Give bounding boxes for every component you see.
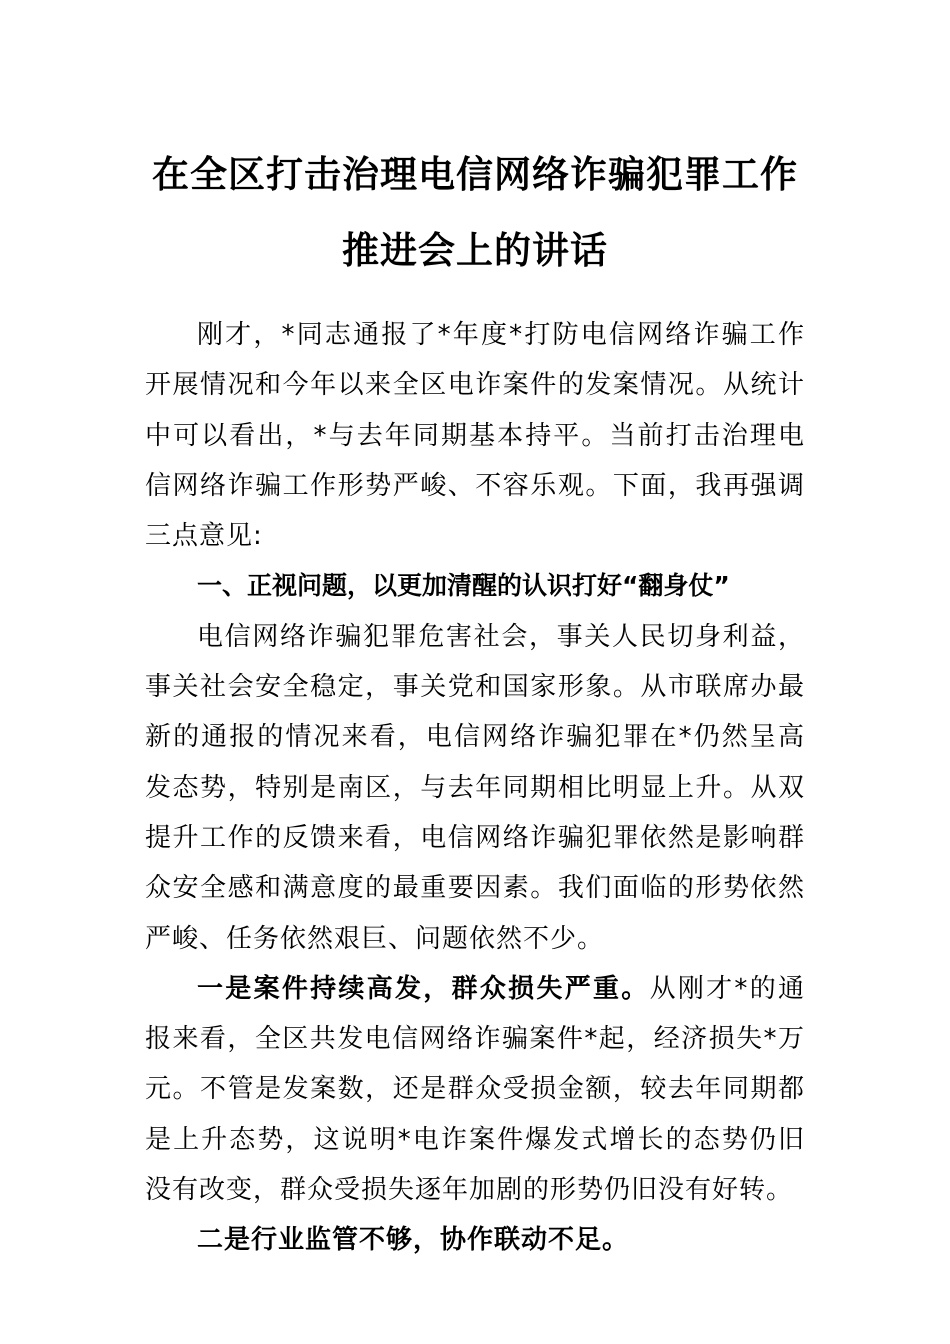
document-body [145,310,805,1266]
paragraph-intro: 刚才，*同志通报了*年度*打防电信网络诈骗工作开展情况和今年以来全区电诈案件的发案情况。从统计中可以看出，*与去年同期基本持平。当前打击治理电信网络诈骗工作形势严峻、不容乐观。下面，我再强调三点意见: [145,320,805,552]
point1-body: 从刚才*的通报来看，全区共发电信网络诈骗案件*起，经济损失*万元。不管是发案数，还是群众受损金额，较去年同期都是上升态势，这说明*电诈案件爆发式增长的态势仍旧没有改变，群众受损失逐年加剧的形势仍旧没有好转。 [145,973,805,1206]
section-heading-1: 一、正视问题，以更加清醒的认识打好“翻身仗” [197,571,730,601]
paragraph-point2 [145,1215,805,1265]
document-title-line1: 在全区打击治理电信网络诈骗犯罪工作 [152,152,798,196]
paragraph-section1: 电信网络诈骗犯罪危害社会，事关人民切身利益，事关社会安全稳定，事关党和国家形象。从市联席办最新的通报的情况来看，电信网络诈骗犯罪在*仍然呈高发态势，特别是南区，与去年同期相比明显上升。从双提升工作的反馈来看，电信网络诈骗犯罪依然是影响群众安全感和满意度的最重要因素。我们面临的形势依然严峻、任务依然艰巨、问题依然不少。 [145,621,805,954]
paragraph-point1 [145,964,805,1215]
point2-lead: 二是行业监管不够，协作联动不足。 [197,1225,630,1256]
point1-lead: 一是案件持续高发，群众损失严重。 [197,973,650,1004]
document-title-line2: 推进会上的讲话 [342,228,608,272]
